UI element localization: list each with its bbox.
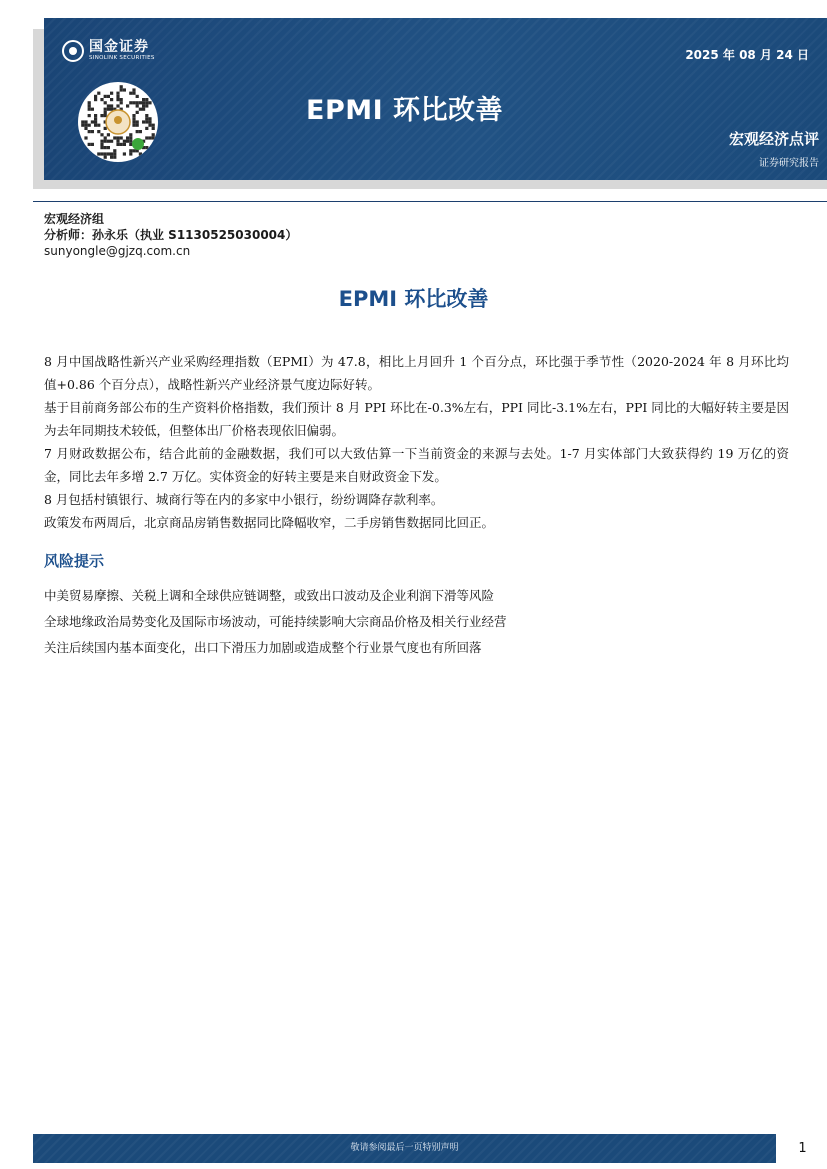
header-divider	[33, 201, 827, 202]
paragraph: 8 月中国战略性新兴产业采购经理指数（EPMI）为 47.8，相比上月回升 1 个百分点，环比强于季节性（2020-2024 年 8 月环比均值+0.86 个百分点），战略性新兴产业经济景气度边际好转。	[44, 354, 789, 392]
paragraph: 8 月包括村镇银行、城商行等在内的多家中小银行，纷纷调降存款利率。	[44, 492, 444, 507]
company-logo	[62, 36, 155, 66]
footer-disclaimer-link[interactable]: 敬请参阅最后一页特别声明	[350, 1143, 459, 1153]
report-banner	[44, 18, 827, 180]
risk-item: 关注后续国内基本面变化，出口下滑压力加剧或造成整个行业景气度也有所回落	[44, 640, 482, 655]
report-date: 2025 年 08 月 24 日	[685, 48, 809, 62]
risk-list	[44, 583, 789, 661]
banner-title: EPMI 环比改善	[306, 95, 504, 126]
risk-item: 中美贸易摩擦、关税上调和全球供应链调整，或致出口波动及企业利润下滑等风险	[44, 588, 495, 603]
analyst-info	[44, 211, 297, 259]
report-subcategory: 证券研究报告	[759, 158, 819, 169]
risk-item: 全球地缘政治局势变化及国际市场波动，可能持续影响大宗商品价格及相关行业经营	[44, 614, 507, 629]
risk-heading: 风险提示	[44, 552, 105, 570]
analyst-email[interactable]: sunyongle@gjzq.com.cn	[44, 244, 191, 258]
analyst-name: 分析师：孙永乐（执业 S1130525030004）	[44, 228, 298, 242]
qr-code-icon	[78, 82, 158, 162]
report-category: 宏观经济点评	[728, 130, 819, 148]
paragraph: 基于目前商务部公布的生产资料价格指数，我们预计 8 月 PPI 环比在-0.3%左右，PPI 同比-3.1%左右，PPI 同比的大幅好转主要是因为去年同期技术较低，但整体出厂价格表现依旧偏弱。	[44, 400, 789, 438]
document-title: EPMI 环比改善	[338, 287, 489, 311]
analyst-group: 宏观经济组	[44, 212, 105, 226]
page-number: 1	[798, 1141, 807, 1156]
logo-en: SINOLINK SECURITIES	[89, 55, 155, 62]
logo-icon	[62, 40, 84, 62]
paragraph: 政策发布两周后，北京商品房销售数据同比降幅收窄，二手房销售数据同比回正。	[44, 515, 495, 530]
summary-paragraphs	[44, 350, 789, 534]
logo-cn: 国金证券	[89, 39, 149, 56]
paragraph: 7 月财政数据公布，结合此前的金融数据，我们可以大致估算一下当前资金的来源与去处。1-7 月实体部门大致获得约 19 万亿的资金，同比去年多增 2.7 万亿。实体资金的好转主要是来自财政资金下发。	[44, 446, 789, 484]
